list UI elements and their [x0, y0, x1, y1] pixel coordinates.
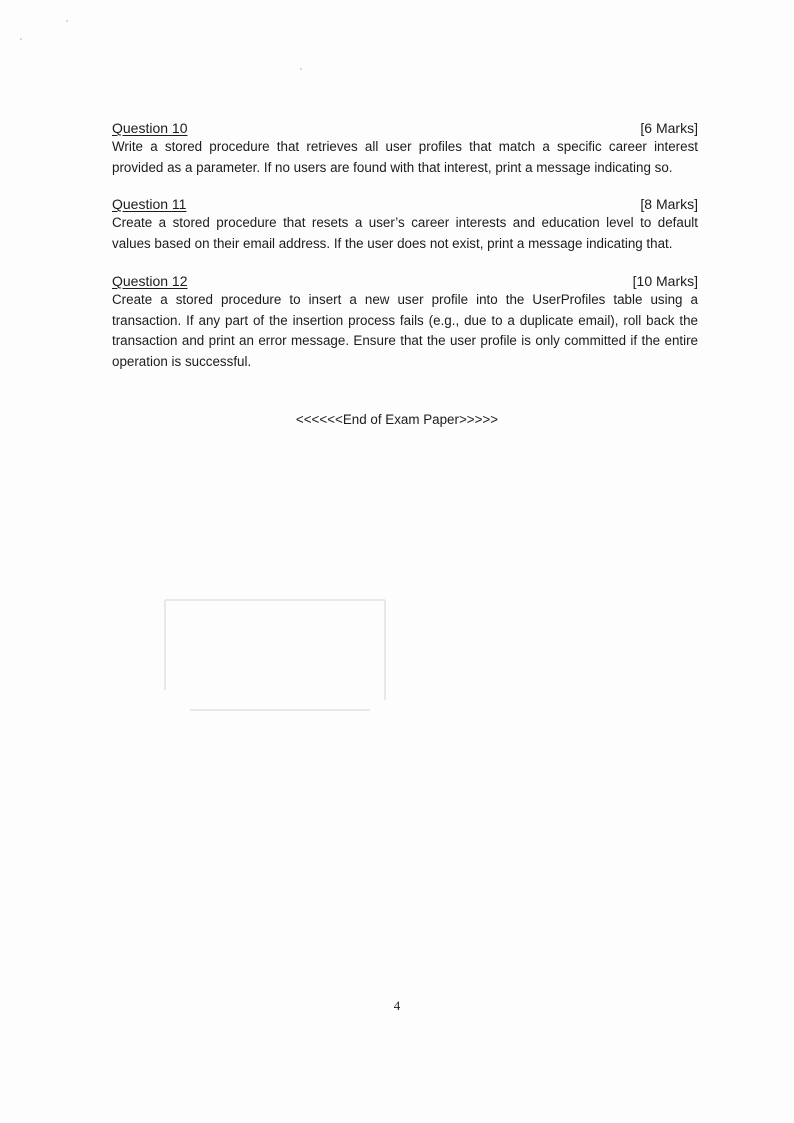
question-12-header	[112, 271, 698, 291]
question-11-text: Create a stored procedure that resets a user’s career interests and education level to default values based on their email address. If the user does not exist, print a message indicating that.	[112, 215, 698, 251]
question-12-title: Question 12	[112, 273, 188, 289]
scan-speck	[66, 20, 68, 22]
scan-speck	[300, 68, 302, 70]
question-10-title: Question 10	[112, 120, 188, 136]
question-12-text: Create a stored procedure to insert a new user profile into the UserProfiles table using a transaction. If any part of the insertion process fails (e.g., due to a duplicate email), roll back the transaction and print an error message. Ensure that the user profile is only committed if the entire operation is successful.	[112, 292, 698, 369]
question-10-marks: [6 Marks]	[640, 120, 698, 136]
question-11-header	[112, 194, 698, 214]
end-of-paper-marker: <<<<<<End of Exam Paper>>>>>	[295, 412, 499, 427]
question-10-header	[112, 118, 698, 138]
question-10-text: Write a stored procedure that retrieves all user profiles that match a specific career interest provided as a parameter. If no users are found with that interest, print a message indicating so.	[112, 139, 698, 175]
scan-speck	[20, 38, 22, 40]
page-number: 4	[393, 998, 401, 1013]
bleed-through-mark	[150, 580, 400, 720]
question-12-marks: [10 Marks]	[632, 273, 698, 289]
question-11-title: Question 11	[112, 196, 187, 212]
question-11-marks: [8 Marks]	[640, 196, 698, 212]
